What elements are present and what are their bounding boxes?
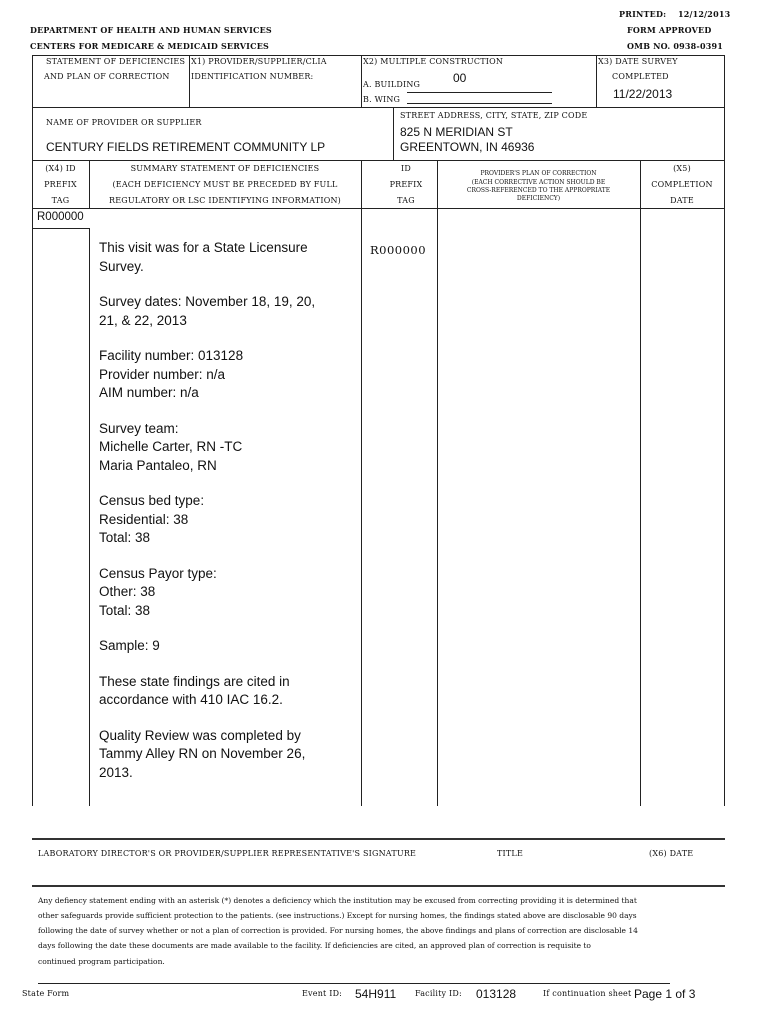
department-line: DEPARTMENT OF HEALTH AND HUMAN SERVICES bbox=[30, 25, 272, 35]
summary-paragraph: Census Payor type: Other: 38 Total: 38 bbox=[99, 565, 217, 618]
centers-line: CENTERS FOR MEDICARE & MEDICAID SERVICES bbox=[30, 41, 269, 51]
event-id-value: 54H911 bbox=[355, 987, 397, 1001]
x5-date-label: DATE bbox=[670, 196, 694, 205]
disclaimer-line: Any defiency statement ending with an asterisk (*) denotes a deficiency which the institution may be excused from correcting providing it is determined that bbox=[38, 896, 637, 905]
x1-label-2: IDENTIFICATION NUMBER: bbox=[191, 72, 314, 81]
id-prefix-label: PREFIX bbox=[389, 180, 423, 189]
address-line-1: 825 N MERIDIAN ST bbox=[400, 125, 513, 139]
facility-id-label: Facility ID: bbox=[415, 989, 462, 998]
disclaimer-rule bbox=[32, 885, 725, 887]
x4-id-label: (X4) ID bbox=[45, 164, 76, 173]
x3-label-1: X3) DATE SURVEY bbox=[598, 57, 678, 66]
x5-completion-label: COMPLETION bbox=[651, 180, 713, 189]
summary-paragraph: This visit was for a State Licensure Survey. bbox=[99, 240, 308, 274]
continuation-label: If continuation sheet bbox=[543, 989, 632, 998]
x5-label: (X5) bbox=[673, 164, 691, 173]
survey-date: 11/22/2013 bbox=[613, 87, 673, 101]
summary-header-2: (EACH DEFICIENCY MUST BE PRECEDED BY FULL bbox=[112, 180, 338, 189]
omb-number: OMB NO. 0938-0391 bbox=[627, 41, 724, 51]
id-label: ID bbox=[401, 164, 411, 173]
address-line-2: GREENTOWN, IN 46936 bbox=[400, 140, 535, 154]
summary-statement bbox=[99, 239, 359, 799]
plan-header-4: DEFICIENCY) bbox=[516, 195, 561, 202]
x2-label: X2) MULTIPLE CONSTRUCTION bbox=[363, 57, 504, 66]
summary-header-1: SUMMARY STATEMENT OF DEFICIENCIES bbox=[130, 164, 320, 173]
id-tag-label: TAG bbox=[397, 196, 415, 205]
event-id-label: Event ID: bbox=[302, 989, 343, 998]
form-approved: FORM APPROVED bbox=[627, 25, 712, 35]
plan-header-2: (EACH CORRECTIVE ACTION SHOULD BE bbox=[471, 179, 606, 186]
printed-date: 12/12/2013 bbox=[678, 9, 731, 19]
summary-paragraph: Quality Review was completed by Tammy Alley RN on November 26, 2013. bbox=[99, 727, 306, 780]
building-label: A. BUILDING bbox=[363, 80, 421, 89]
footer-rule bbox=[38, 983, 670, 984]
signature-label: LABORATORY DIRECTOR'S OR PROVIDER/SUPPLIER REPRESENTATIVE'S SIGNATURE bbox=[38, 849, 417, 858]
right-prefix-tag: R000000 bbox=[370, 243, 427, 257]
x4-tag-label: TAG bbox=[51, 196, 70, 205]
plan-header-3: CROSS-REFERENCED TO THE APPROPRIATE bbox=[466, 187, 611, 194]
disclaimer-line: continued program participation. bbox=[38, 957, 165, 966]
statement-label-2: AND PLAN OF CORRECTION bbox=[44, 72, 170, 81]
building-value: 00 bbox=[453, 71, 467, 85]
plan-header-1: PROVIDER'S PLAN OF CORRECTION bbox=[480, 170, 597, 177]
title-label: TITLE bbox=[497, 849, 523, 858]
wing-label: B. WING bbox=[363, 95, 401, 104]
signature-rule bbox=[32, 838, 725, 840]
disclaimer-line: other safeguards provide sufficient protection to the patients. (see instructions.) Except for nursing homes, the findings stated above are disclosable 90 days bbox=[38, 911, 637, 920]
x4-prefix-label: PREFIX bbox=[44, 180, 77, 189]
facility-id-value: 013128 bbox=[476, 987, 517, 1001]
provider-name: CENTURY FIELDS RETIREMENT COMMUNITY LP bbox=[46, 140, 326, 154]
summary-paragraph: Census bed type: Residential: 38 Total: 38 bbox=[99, 493, 205, 545]
address-label: STREET ADDRESS, CITY, STATE, ZIP CODE bbox=[400, 111, 588, 120]
x1-label-1: X1) PROVIDER/SUPPLIER/CLIA bbox=[191, 57, 327, 66]
x3-label-2: COMPLETED bbox=[612, 72, 669, 81]
page-number: Page 1 of 3 bbox=[634, 987, 696, 1001]
summary-paragraph: Survey dates: November 18, 19, 20, 21, & 22, 2013 bbox=[99, 294, 316, 328]
left-prefix-tag: R000000 bbox=[37, 211, 84, 223]
disclaimer-line: days following the date these documents are made available to the facility. If deficiencies are cited, an approved plan of correction is requisite to bbox=[38, 941, 591, 950]
summary-header-3: REGULATORY OR LSC IDENTIFYING INFORMATION) bbox=[109, 196, 341, 205]
summary-paragraph: These state findings are cited in accordance with 410 IAC 16.2. bbox=[99, 673, 290, 707]
summary-paragraph: Sample: 9 bbox=[99, 638, 160, 653]
x6-date-label: (X6) DATE bbox=[649, 849, 694, 858]
statement-label-1: STATEMENT OF DEFICIENCIES bbox=[46, 57, 186, 66]
summary-paragraph: Facility number: 013128 Provider number: n/a AIM number: n/a bbox=[99, 348, 244, 400]
summary-paragraph: Survey team: Michelle Carter, RN -TC Maria Pantaleo, RN bbox=[99, 420, 243, 473]
printed-label: PRINTED: bbox=[619, 9, 667, 19]
provider-name-label: NAME OF PROVIDER OR SUPPLIER bbox=[46, 118, 202, 127]
disclaimer-line: following the date of survey whether or not a plan of correction is provided. For nursing homes, the above findings and plans of correction are disclosable 14 bbox=[38, 926, 638, 935]
state-form-label: State Form bbox=[22, 989, 70, 998]
